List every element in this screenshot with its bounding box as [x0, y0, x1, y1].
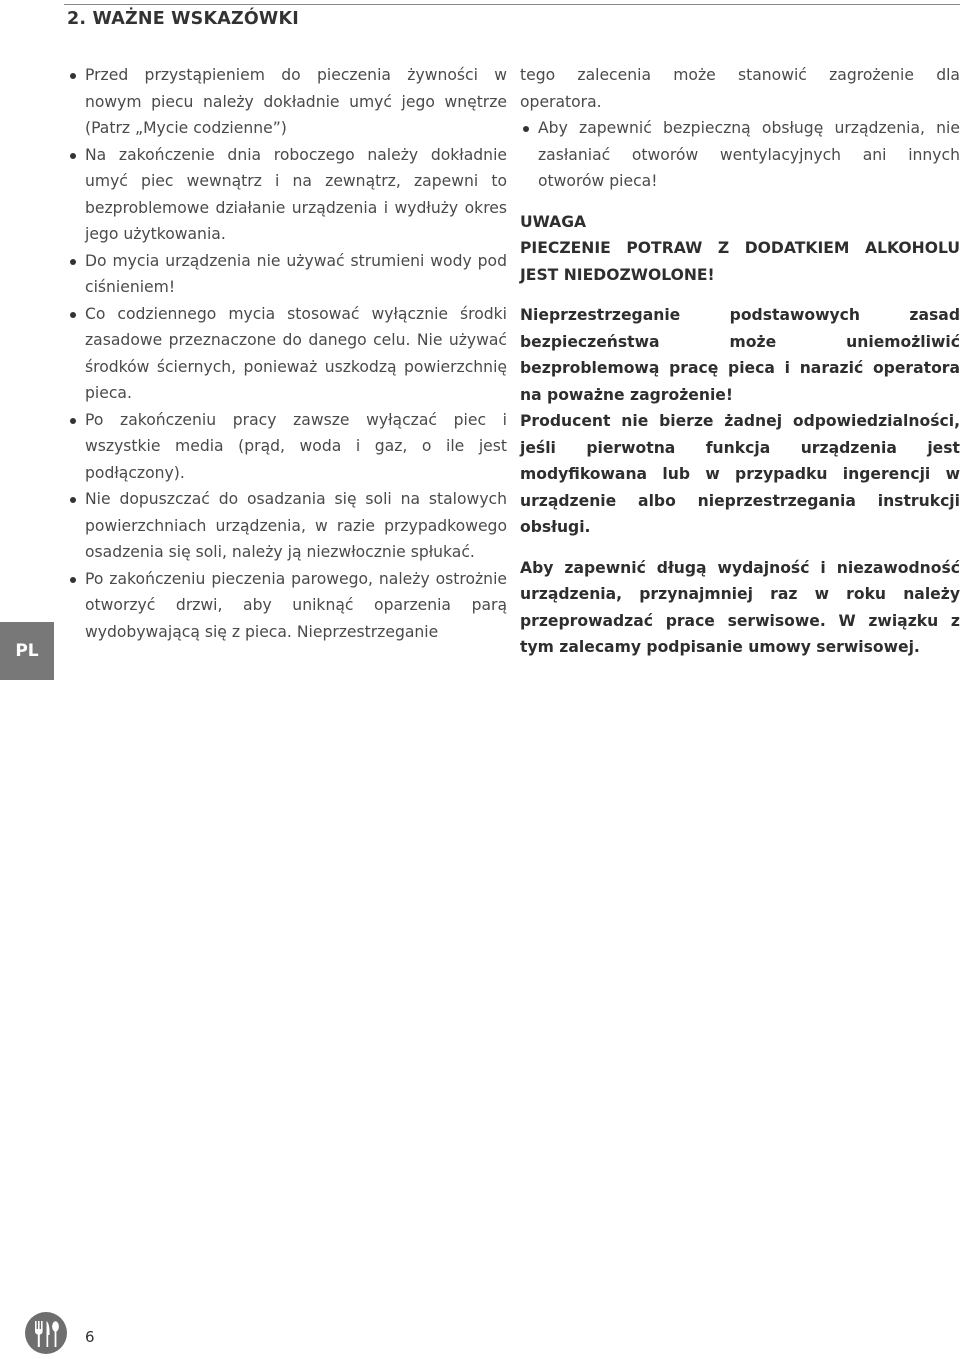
instructions-list-continued	[520, 115, 960, 195]
page-number: 6	[85, 1328, 95, 1346]
list-item: Nie dopuszczać do osadzania się soli na stalowych powierzchniach urządzenia, w razie przypadkowego osadzenia się soli, należy ją niezwłocznie spłukać.	[67, 486, 507, 566]
liability-paragraph: Producent nie bierze żadnej odpowiedzialności, jeśli pierwotna funkcja urządzenia jest modyfikowana lub w przypadku ingerencji w urządzenie albo nieprzestrzegania instrukcji obsługi.	[520, 412, 960, 536]
list-item: Aby zapewnić bezpieczną obsługę urządzenia, nie zasłaniać otworów wentylacyjnych ani innych otworów pieca!	[520, 115, 960, 195]
list-item: Po zakończeniu pracy zawsze wyłączać piec i wszystkie media (prąd, woda i gaz, o ile jest podłączony).	[67, 407, 507, 487]
left-column	[67, 62, 507, 645]
continued-text: tego zalecenia może stanowić zagrożenie dla operatora.	[520, 66, 960, 111]
language-tab	[0, 622, 54, 680]
right-column	[520, 62, 960, 661]
list-item: Do mycia urządzenia nie używać strumieni wody pod ciśnieniem!	[67, 248, 507, 301]
warning-text: PIECZENIE POTRAW Z DODATKIEM ALKOHOLU JEST NIEDOZWOLONE!	[520, 239, 960, 284]
safety-paragraph: Nieprzestrzeganie podstawowych zasad bezpieczeństwa może uniemożliwić bezproblemową pracę pieca i narazić operatora na poważne zagrożenie!	[520, 306, 960, 404]
warning-label: UWAGA	[520, 212, 587, 231]
list-item: Przed przystąpieniem do pieczenia żywności w nowym piecu należy dokładnie umyć jego wnętrze (Patrz „Mycie codzienne”)	[67, 62, 507, 142]
list-item: Na zakończenie dnia roboczego należy dokładnie umyć piec wewnątrz i na zewnątrz, zapewni to bezproblemowe działanie urządzenia i wydłuży okres jego użytkowania.	[67, 142, 507, 248]
instructions-list	[67, 62, 507, 645]
section-title: 2. WAŻNE WSKAZÓWKI	[67, 9, 299, 29]
service-paragraph: Aby zapewnić długą wydajność i niezawodność urządzenia, przynajmniej raz w roku należy przeprowadzać prace serwisowe. W związku z tym zalecamy podpisanie umowy serwisowej.	[520, 558, 960, 656]
header-rule	[64, 4, 960, 5]
list-item: Co codziennego mycia stosować wyłącznie środki zasadowe przeznaczone do danego celu. Nie używać środków ściernych, ponieważ uszkodzą powierzchnię pieca.	[67, 301, 507, 407]
list-item: Po zakończeniu pieczenia parowego, należy ostrożnie otworzyć drzwi, aby uniknąć oparzenia parą wydobywającą się z pieca. Nieprzestrzeganie	[67, 566, 507, 646]
language-tab-label: PL	[15, 641, 39, 661]
cutlery-icon	[24, 1311, 68, 1355]
